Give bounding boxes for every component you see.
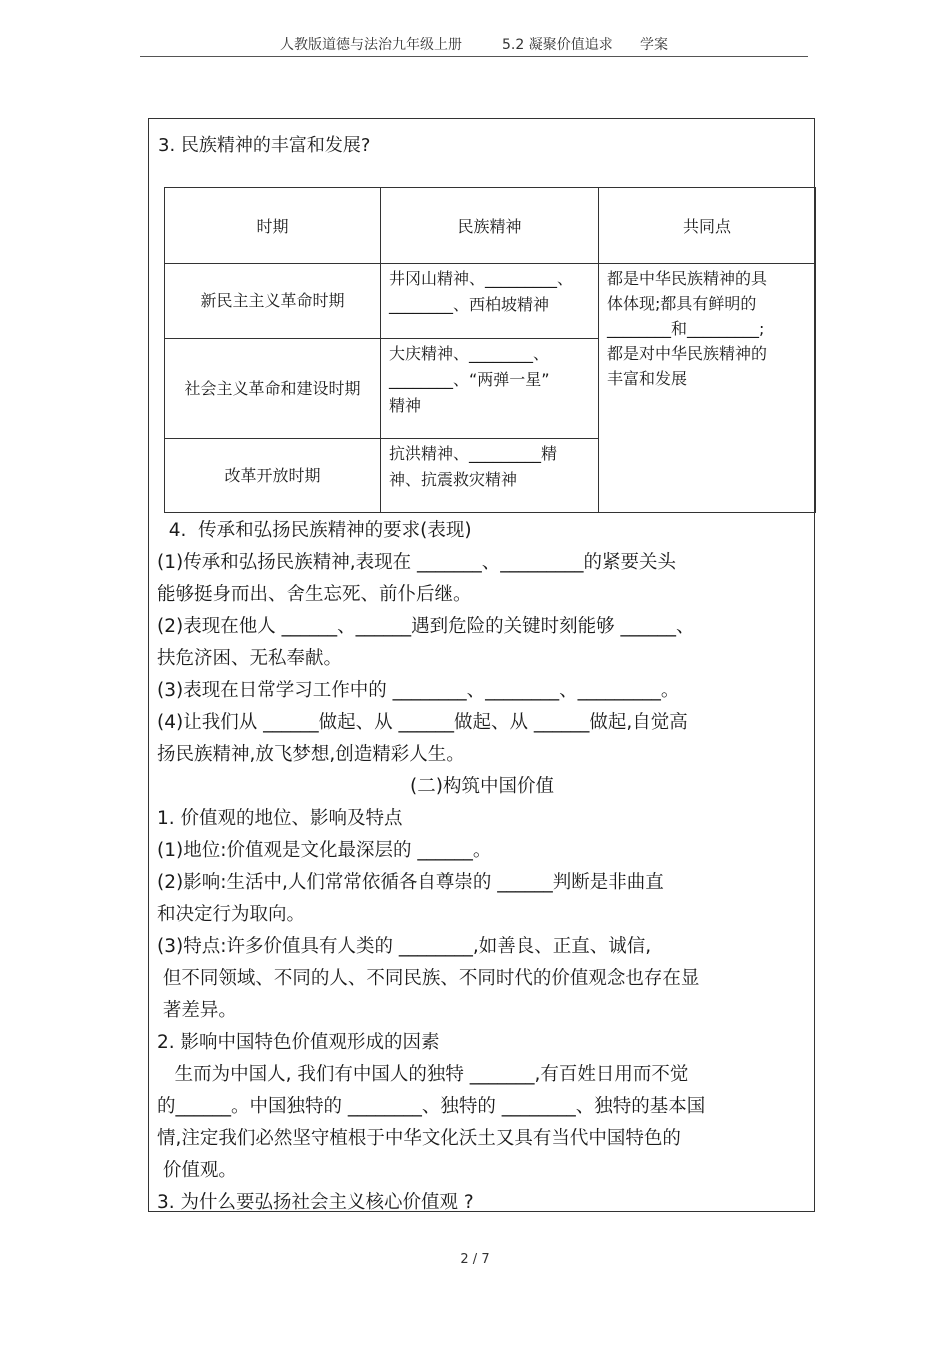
section-line: 生而为中国人, 我们有中国人的独特 _______,有百姓日用而不觉: [157, 1064, 689, 1085]
spirit-line: 精神: [389, 396, 422, 415]
section-line: 价值观。: [157, 1160, 237, 1181]
q4-block: [157, 515, 807, 1219]
section-line: 的______。中国独特的 ________、独特的 ________、独特的基本国: [157, 1096, 706, 1117]
q4-line: (2)表现在他人 ______、______遇到危险的关键时刻能够 ______、: [157, 616, 695, 637]
spirit-line: 神、抗震救灾精神: [389, 470, 518, 489]
q3-title: 3. 民族精神的丰富和发展?: [158, 135, 371, 156]
common-line: 都是对中华民族精神的: [607, 344, 768, 363]
section-line: 和决定行为取向。: [157, 904, 306, 925]
q4-line: (4)让我们从 ______做起、从 ______做起、从 ______做起,自觉高: [157, 712, 688, 733]
section-line: 但不同领域、不同的人、不同民族、不同时代的价值观念也存在显: [157, 968, 700, 989]
section-line: (3)特点:许多价值具有人类的 ________,如善良、正直、诚信,: [157, 936, 652, 957]
header-common: 共同点: [599, 188, 816, 264]
section-line: 情,注定我们必然坚守植根于中华文化沃土又具有当代中国特色的: [157, 1128, 681, 1149]
header-spirit: 民族精神: [381, 188, 599, 264]
page-number: 2 / 7: [460, 1252, 490, 1267]
common-cell: [599, 264, 816, 513]
page-header: [140, 34, 808, 56]
period-cell: 新民主主义革命时期: [165, 264, 381, 339]
section-title: (二)构筑中国价值: [410, 776, 554, 797]
spirit-cell: [381, 439, 599, 513]
spirit-cell: [381, 264, 599, 339]
spirit-line: 抗洪精神、_________精: [389, 444, 558, 463]
q4-line: 扶危济困、无私奉献。: [157, 648, 343, 669]
common-line: 都是中华民族精神的具: [607, 269, 768, 288]
q4-heading: 4. 传承和弘扬民族精神的要求(表现): [157, 520, 472, 541]
common-line: 丰富和发展: [607, 369, 688, 388]
header-period: 时期: [165, 188, 381, 264]
section-line: 著差异。: [157, 1000, 237, 1021]
table-header-row: [165, 188, 816, 264]
common-line: 体体现;都具有鲜明的: [607, 294, 757, 313]
section-line: 1. 价值观的地位、影响及特点: [157, 808, 403, 829]
q4-line: (1)传承和弘扬民族精神,表现在 _______、_________的紧要关头: [157, 552, 676, 573]
q4-line: 扬民族精神,放飞梦想,创造精彩人生。: [157, 744, 465, 765]
header-rule: [140, 56, 808, 57]
common-line: ________和_________;: [607, 319, 765, 338]
period-cell: 改革开放时期: [165, 439, 381, 513]
spirit-line: 井冈山精神、_________、: [389, 269, 574, 288]
q4-line: 能够挺身而出、舍生忘死、前仆后继。: [157, 584, 472, 605]
section-line: 3. 为什么要弘扬社会主义核心价值观 ?: [157, 1192, 474, 1213]
section-line: 2. 影响中国特色价值观形成的因素: [157, 1032, 440, 1053]
period-cell: 社会主义革命和建设时期: [165, 339, 381, 439]
header-lesson: 5.2 凝聚价值追求: [502, 37, 613, 53]
header-book: 人教版道德与法治九年级上册: [280, 37, 462, 53]
spirit-line: 大庆精神、________、: [389, 344, 550, 363]
section-line: (2)影响:生活中,人们常常依循各自尊崇的 ______判断是非曲直: [157, 872, 664, 893]
header-type: 学案: [640, 37, 668, 53]
section-line: (1)地位:价值观是文化最深层的 ______。: [157, 840, 492, 861]
spirit-line: ________、“两弹一星”: [389, 370, 550, 389]
q4-line: (3)表现在日常学习工作中的 ________、________、_________。: [157, 680, 680, 701]
national-spirit-table: [164, 187, 816, 513]
table-row: [165, 264, 816, 339]
spirit-line: ________、西柏坡精神: [389, 295, 550, 314]
spirit-cell: [381, 339, 599, 439]
